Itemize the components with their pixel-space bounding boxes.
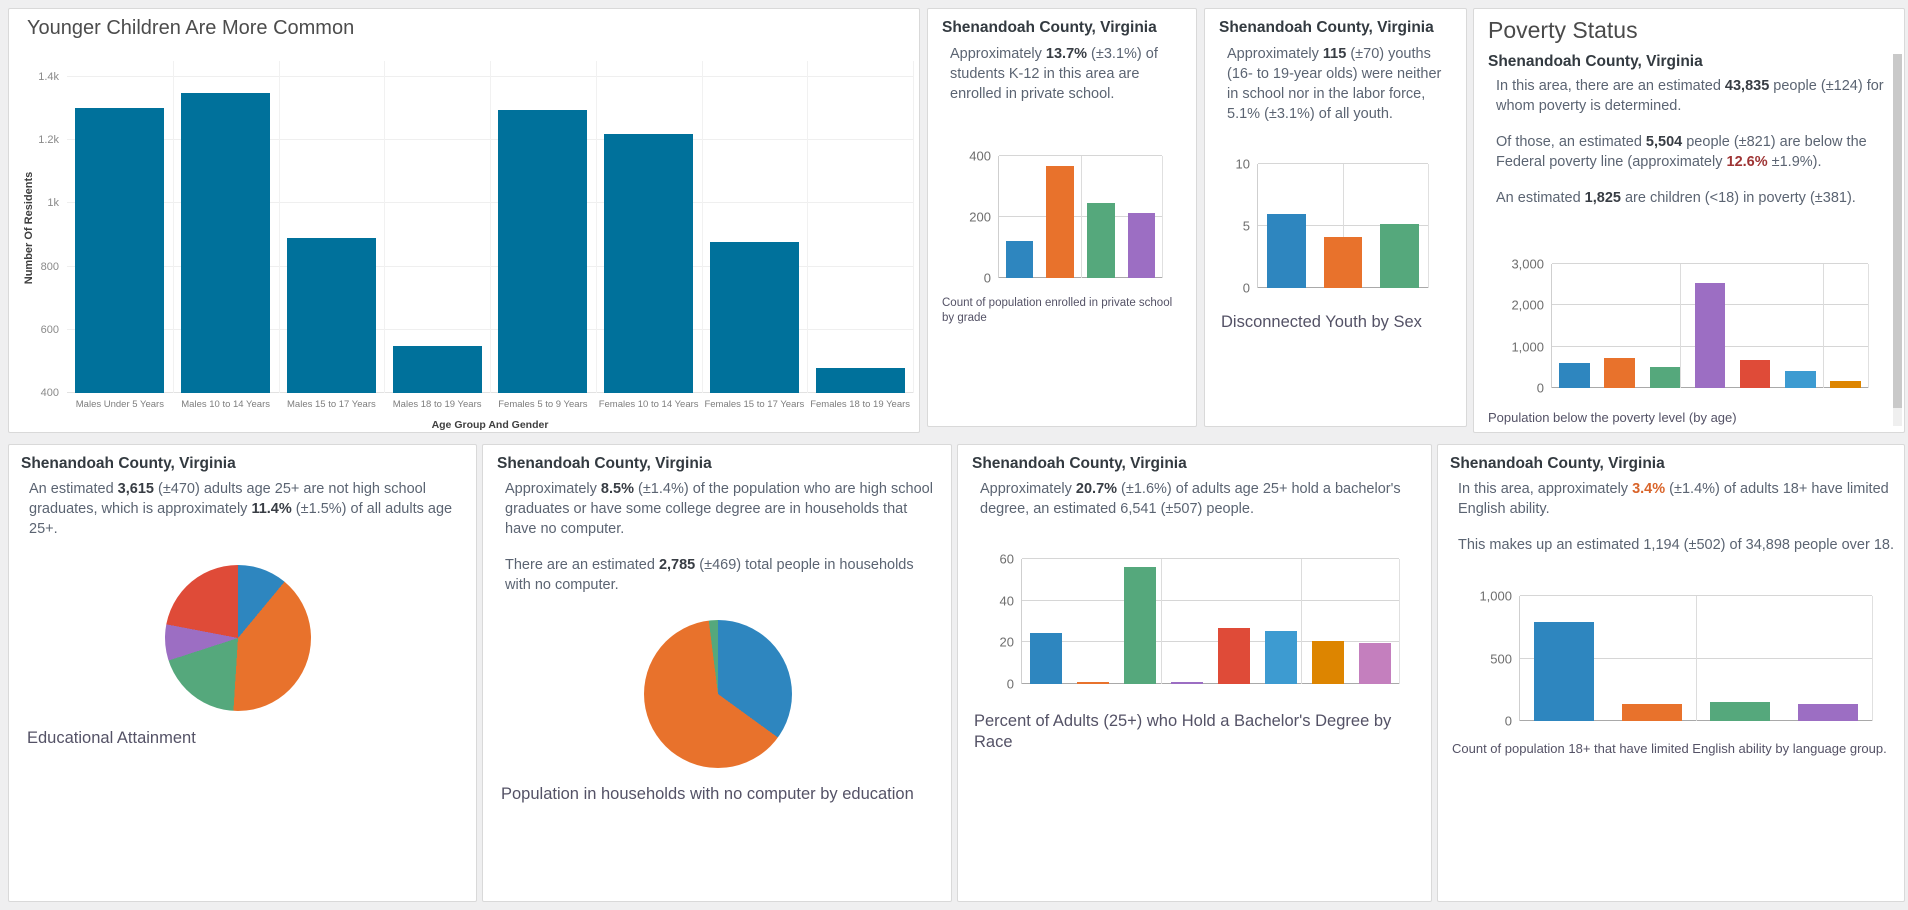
bar[interactable]	[1265, 631, 1297, 684]
bar[interactable]	[816, 368, 905, 393]
bar[interactable]	[1124, 567, 1156, 684]
private-school-panel	[927, 8, 1197, 427]
chart-caption: Disconnected Youth by Sex	[1221, 313, 1422, 331]
bar[interactable]	[1006, 241, 1034, 278]
bar[interactable]	[1030, 633, 1062, 684]
limited-english-paragraph-1: In this area, approximately 3.4% (±1.4%) of adults 18+ have limited English ability.	[1458, 481, 1889, 517]
x-axis-tick: Females 18 to 19 Years	[810, 399, 911, 410]
bachelors-text: Approximately 20.7% (±1.6%) of adults age 25+ hold a bachelor's degree, an estimated 6,541 (±507) people.	[980, 481, 1401, 517]
chart-caption: Count of population enrolled in private school by grade	[942, 297, 1173, 324]
x-axis-tick: Males 10 to 14 Years	[181, 399, 270, 410]
bar[interactable]	[1077, 682, 1109, 684]
bar[interactable]	[498, 110, 587, 393]
y-axis-tick: 1,000	[1479, 588, 1512, 604]
panel-heading: Shenandoah County, Virginia	[942, 19, 1157, 36]
no-computer-panel	[482, 444, 952, 902]
chart-caption: Population in households with no computer by education	[501, 785, 914, 803]
bar[interactable]	[1785, 371, 1816, 388]
panel-heading: Shenandoah County, Virginia	[1488, 53, 1703, 70]
y-axis-tick: 0	[1006, 676, 1014, 692]
disconnected-youth-text: Approximately 115 (±70) youths (16- to 19-year olds) were neither in school nor in the labor force, 5.1% (±3.1%) of all youth.	[1227, 46, 1442, 122]
bar[interactable]	[1534, 622, 1594, 721]
educational-attainment-text: An estimated 3,615 (±470) adults age 25+ are not high school graduates, which is approximately 11.4% (±1.5%) of all adults age 25+.	[29, 481, 453, 537]
scrollbar-thumb[interactable]	[1893, 54, 1902, 408]
y-axis-tick: 0	[1504, 713, 1512, 729]
y-axis-tick: 40	[999, 593, 1014, 609]
y-axis-tick: 500	[1490, 651, 1512, 666]
y-axis-tick: 20	[999, 634, 1014, 650]
bar[interactable]	[1087, 203, 1115, 278]
scrollbar-track[interactable]	[1893, 54, 1902, 426]
bar[interactable]	[1218, 628, 1250, 684]
x-axis-tick: Males Under 5 Years	[75, 399, 164, 410]
limited-english-paragraph-2: This makes up an estimated 1,194 (±502) of 34,898 people over 18.	[1458, 537, 1894, 553]
educational-attainment-panel	[8, 444, 477, 902]
disconnected-youth-panel	[1204, 8, 1467, 427]
bar[interactable]	[604, 134, 693, 393]
panel-heading: Shenandoah County, Virginia	[21, 455, 236, 472]
limited-english-bar-chart[interactable]	[1479, 588, 1873, 729]
poverty-paragraph-1: In this area, there are an estimated 43,835 people (±124) for whom poverty is determined.	[1496, 78, 1884, 114]
bar[interactable]	[1695, 283, 1726, 388]
y-axis-tick: 3,000	[1511, 256, 1544, 272]
panel-heading: Shenandoah County, Virginia	[1219, 19, 1434, 36]
y-axis-tick: 1k	[47, 197, 59, 210]
no-computer-pie-chart[interactable]	[644, 620, 792, 768]
bachelors-degree-panel	[957, 444, 1432, 902]
x-axis-tick: Females 5 to 9 Years	[498, 399, 588, 410]
y-axis-tick: 0	[1536, 380, 1544, 396]
y-axis-tick: 60	[999, 551, 1014, 567]
bar[interactable]	[393, 346, 482, 393]
poverty-paragraph-3: An estimated 1,825 are children (<18) in poverty (±381).	[1496, 190, 1856, 206]
y-axis-tick: 800	[40, 260, 59, 273]
y-axis-tick: 1.4k	[38, 70, 59, 83]
poverty-paragraph-2: Of those, an estimated 5,504 people (±821) are below the Federal poverty line (approximately 12.6% ±1.9%).	[1496, 134, 1867, 170]
bar[interactable]	[1380, 224, 1419, 288]
bar[interactable]	[1046, 166, 1074, 278]
x-axis-tick: Females 15 to 17 Years	[704, 399, 805, 410]
chart-caption: Percent of Adults (25+) who Hold a Bachelor's Degree by Race	[974, 712, 1392, 752]
bar[interactable]	[1798, 704, 1858, 721]
age-bar-chart[interactable]	[38, 61, 913, 431]
chart-caption: Count of population 18+ that have limited English ability by language group.	[1452, 741, 1887, 756]
bar[interactable]	[1324, 237, 1363, 288]
private-school-text: Approximately 13.7% (±3.1%) of students K-12 in this area are enrolled in private school.	[950, 46, 1158, 102]
poverty-title: Poverty Status	[1488, 17, 1638, 43]
no-computer-paragraph-2: There are an estimated 2,785 (±469) total people in households with no computer.	[505, 557, 914, 593]
bar[interactable]	[1267, 214, 1306, 288]
x-axis-tick: Males 15 to 17 Years	[287, 399, 376, 410]
bar[interactable]	[710, 242, 799, 393]
no-computer-paragraph-1: Approximately 8.5% (±1.4%) of the population who are high school graduates or have some college degree are in households that have no computer.	[505, 481, 933, 537]
y-axis-tick: 200	[969, 209, 991, 225]
age-chart-title: Younger Children Are More Common	[27, 17, 355, 39]
panel-heading: Shenandoah County, Virginia	[1450, 455, 1665, 472]
y-axis-tick: 400	[969, 148, 991, 164]
limited-english-panel	[1437, 444, 1905, 902]
bar[interactable]	[1740, 360, 1771, 388]
chart-caption: Population below the poverty level (by age)	[1488, 410, 1737, 425]
y-axis-tick: 600	[40, 323, 59, 336]
x-axis-tick: Males 18 to 19 Years	[392, 399, 482, 410]
y-axis-tick: 10	[1235, 156, 1250, 172]
y-axis-tick: 400	[40, 387, 59, 399]
panel-heading: Shenandoah County, Virginia	[972, 455, 1187, 472]
poverty-status-panel	[1473, 8, 1905, 433]
bachelors-bar-chart[interactable]	[999, 551, 1400, 692]
y-axis-tick: 0	[1242, 280, 1250, 296]
y-axis-tick: 0	[983, 270, 991, 286]
y-axis-tick: 5	[1242, 218, 1250, 234]
bar[interactable]	[1312, 641, 1344, 684]
x-axis-tick: Females 10 to 14 Years	[598, 399, 699, 410]
bar[interactable]	[1710, 702, 1770, 721]
bar[interactable]	[1171, 682, 1203, 684]
y-axis-tick: 2,000	[1511, 297, 1544, 313]
bar[interactable]	[1650, 367, 1681, 388]
bar[interactable]	[1559, 363, 1590, 388]
private-school-bar-chart[interactable]	[969, 148, 1163, 286]
age-chart-x-axis-label: Age Group And Gender	[431, 419, 549, 431]
panel-heading: Shenandoah County, Virginia	[497, 455, 712, 472]
bar[interactable]	[287, 238, 376, 393]
chart-caption: Educational Attainment	[27, 729, 196, 747]
y-axis-tick: 1.2k	[38, 134, 59, 147]
bar[interactable]	[1128, 213, 1156, 278]
y-axis-tick: 1,000	[1511, 339, 1544, 355]
educational-attainment-pie-chart[interactable]	[165, 565, 311, 711]
age-chart-y-axis-label: Number Of Residents	[23, 171, 35, 285]
bar[interactable]	[1830, 381, 1861, 388]
bar[interactable]	[181, 93, 270, 393]
disconnected-youth-bar-chart[interactable]	[1235, 156, 1429, 296]
age-distribution-panel	[8, 8, 920, 433]
poverty-bar-chart[interactable]	[1511, 256, 1869, 396]
bar[interactable]	[75, 108, 164, 393]
bar[interactable]	[1359, 643, 1391, 684]
bar[interactable]	[1622, 704, 1682, 721]
bar[interactable]	[1604, 358, 1635, 388]
